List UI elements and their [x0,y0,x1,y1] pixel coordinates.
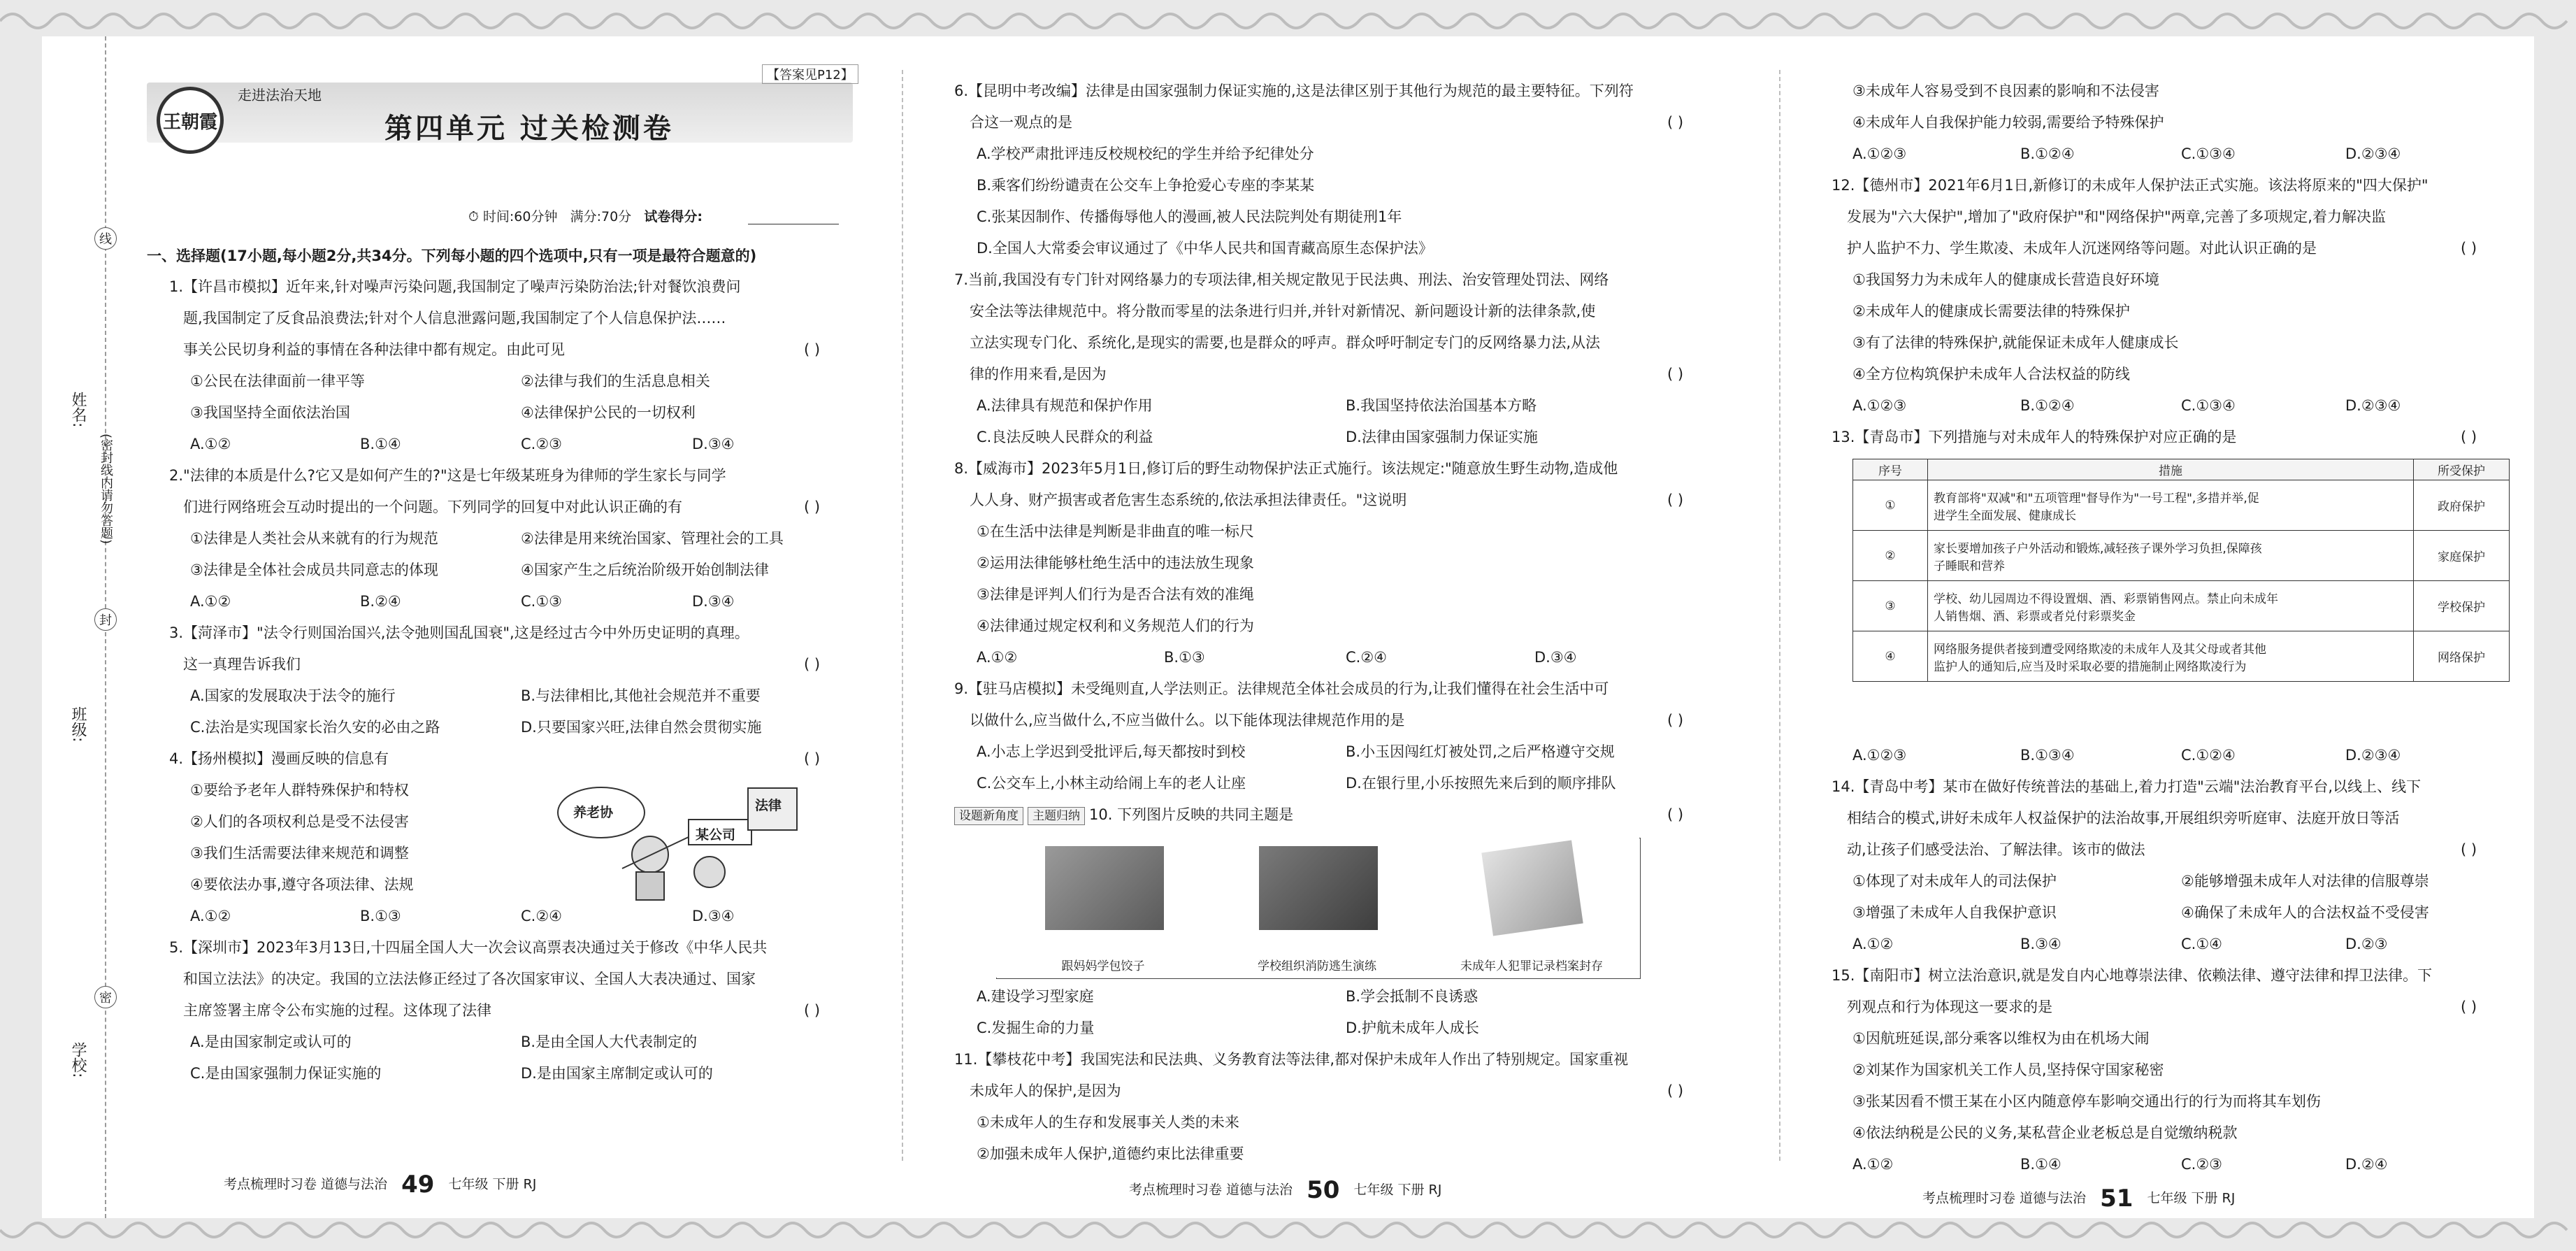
q13-line: 13.【青岛市】下列措施与对未成年人的特殊保护对应正确的是 [1832,429,2237,445]
school-label: 学校: [69,1042,87,1078]
q12-choice-a[interactable]: A.①②③ [1852,397,1907,414]
q14-option: ③增强了未成年人自我保护意识 [1852,904,2057,921]
footer-text: 考点梳理时习卷 道德与法治 [1922,1190,2087,1206]
table-cell-line: 人销售烟、酒、彩票或者兑付彩票奖金 [1934,609,2136,624]
q8-line: 8.【威海市】2023年5月1日,修订后的野生动物保护法正式施行。该法规定:"随意放生野生动物,造成他 [954,460,1618,477]
q7-line: 律的作用来看,是因为 [970,366,1107,383]
page-number: 50 [1307,1176,1340,1204]
q1-option: ③我国坚持全面依法治国 [190,404,350,421]
q2-option: ②法律是用来统治国家、管理社会的工具 [521,530,784,547]
page-51 [1832,36,2534,1213]
column-divider [1779,70,1780,1161]
q9-option-c[interactable]: C.公交车上,小林主动给闹上车的老人让座 [977,775,1246,792]
q7-option-c[interactable]: C.良法反映人民群众的利益 [977,429,1153,445]
q5-option-d[interactable]: D.是由国家主席制定或认可的 [521,1065,713,1082]
q10-option-c[interactable]: C.发掘生命的力量 [977,1020,1095,1036]
clock-icon: ⏱ [468,209,479,224]
q3-option-b[interactable]: B.与法律相比,其他社会规范并不重要 [521,687,761,704]
q7-option-d[interactable]: D.法律由国家强制力保证实施 [1346,429,1538,445]
q2-line: 们进行网络班会互动时提出的一个问题。下列同学的回复中对此认识正确的有 [183,499,682,515]
q1-option: ④法律保护公民的一切权利 [521,404,696,421]
q8-choice-b[interactable]: B.①③ [1164,649,1205,666]
q14-option: ④确保了未成年人的合法权益不受侵害 [2181,904,2429,921]
q14-line: 14.【青岛中考】某市在做好传统普法的基础上,着力打造"云端"法治教育平台,以线上、线下 [1832,778,2422,795]
cartoon-label: 养老协 [573,805,614,820]
q9-option-b[interactable]: B.小玉因闯红灯被处罚,之后严格遵守交规 [1346,743,1615,760]
q8-option: ②运用法律能够杜绝生活中的违法放生现象 [977,555,1254,571]
q8-choice-d[interactable]: D.③④ [1534,649,1577,666]
q11-line: 11.【攀枝花中考】我国宪法和民法典、义务教育法等法律,都对保护未成年人作出了特别规定。国家重视 [954,1051,1629,1068]
q11-option: ②加强未成年人保护,道德约束比法律重要 [977,1145,1244,1162]
q10-photo-dumplings [996,838,1211,978]
q4-option: ③我们生活需要法律来规范和调整 [190,845,409,862]
q15-choice-d[interactable]: D.②④ [2345,1156,2388,1173]
q2-line: 2."法律的本质是什么?它又是如何产生的?"这是七年级某班身为律师的学生家长与同学 [169,467,726,484]
class-label: 班级: [69,706,87,743]
q6-option-a[interactable]: A.学校严肃批评违反校规校纪的学生并给予纪律处分 [977,145,1314,162]
q1-line: 事关公民切身利益的事情在各种法律中都有规定。由此可见 [183,341,565,358]
q7-line: 立法实现专门化、系统化,是现实的需要,也是群众的呼声。群众呼吁制定专门的反网络暴力法,从法 [970,334,1601,351]
table-cell: 政府保护 [2414,480,2510,531]
q13-table [1852,459,2510,682]
table-header-row [1853,459,2510,480]
table-cell: ④ [1853,631,1928,682]
table-row [1853,631,2510,682]
scalloped-top-border [0,0,2576,36]
q6-line: 合这一观点的是 [970,114,1072,131]
q14-choice-c[interactable]: C.①④ [2181,936,2222,952]
footer-grade: 七年级 下册 RJ [1353,1182,1442,1198]
q4-cartoon [538,771,818,903]
answer-reference: 【答案见P12】 [762,64,858,84]
table-cell: 家庭保护 [2414,531,2510,581]
q10-line [954,806,1293,825]
q4-choice-a[interactable]: A.①② [190,908,231,924]
section-label: 走进法治天地 [238,87,322,103]
q14-choice-d[interactable]: D.②③ [2345,936,2388,952]
q14-line: 动,让孩子们感受法治、了解法律。该市的做法 [1847,841,2145,858]
page-number: 49 [401,1171,435,1199]
table-cell: ③ [1853,581,1928,631]
q10-tag: 设题新角度 [954,807,1023,825]
table-row [1853,581,2510,631]
table-cell-line: 进学生全面发展、健康成长 [1934,508,2076,523]
brand-logo: 王朝霞 [157,87,224,154]
answer-paren[interactable]: ( ) [804,750,821,767]
answer-paren[interactable]: ( ) [2461,999,2477,1015]
table-cell [1928,531,2414,581]
q15-option: ②刘某作为国家机关工作人员,坚持保守国家秘密 [1852,1061,2164,1078]
q8-choice-a[interactable]: A.①② [977,649,1018,666]
q12-line: 12.【德州市】2021年6月1日,新修订的未成年人保护法正式实施。该法将原来的"四大保护" [1832,177,2429,194]
table-cell-line: 网络服务提供者接到遭受网络欺凌的未成年人及其父母或者其他 [1934,642,2266,657]
binding-mark-feng: 封 [94,608,117,631]
q7-option-a[interactable]: A.法律具有规范和保护作用 [977,397,1153,414]
answer-paren[interactable]: ( ) [2461,429,2477,445]
seal-note: (密封线内请勿答题) [99,434,113,545]
q4-line: 4.【扬州模拟】漫画反映的信息有 [169,750,389,767]
q10-caption: 学校组织消防逃生演练 [1258,959,1376,973]
page-50 [954,36,1744,1204]
q14-option: ①体现了对未成年人的司法保护 [1852,873,2057,889]
q7-option-b[interactable]: B.我国坚持依法治国基本方略 [1346,397,1537,414]
q5-option-b[interactable]: B.是由全国人大代表制定的 [521,1034,698,1050]
q9-line: 以做什么,应当做什么,不应当做什么。以下能体现法律规范作用的是 [970,712,1405,729]
q13-choice-c[interactable]: C.①②④ [2181,747,2236,764]
cartoon-label: 法律 [755,798,782,813]
q12-line: 护人监护不力、学生欺凌、未成年人沉迷网络等问题。对此认识正确的是 [1847,240,2317,257]
q1-line: 题,我国制定了反食品浪费法;针对个人信息泄露问题,我国制定了个人信息保护法…… [183,310,726,327]
answer-paren[interactable]: ( ) [804,656,821,673]
q2-option: ①法律是人类社会从来就有的行为规范 [190,530,438,547]
q2-option: ④国家产生之后统治阶级开始创制法律 [521,562,769,578]
q12-choice-b[interactable]: B.①②④ [2020,397,2075,414]
q3-line: 3.【菏泽市】"法令行则国治国兴,法令弛则国乱国衰",这是经过古今中外历史证明的真理。 [169,624,749,641]
q1-choice-c[interactable]: C.②③ [521,436,562,452]
q15-line: 15.【南阳市】树立法治意识,就是发自内心地尊崇法律、依赖法律、遵守法律和捍卫法律。下 [1832,967,2433,984]
page-footer [224,1171,536,1199]
table-cell: 学校保护 [2414,581,2510,631]
q14-choice-b[interactable]: B.③④ [2020,936,2061,952]
table-header: 所受保护 [2414,459,2510,480]
q12-choice-d[interactable]: D.②③④ [2345,397,2401,414]
table-row [1853,480,2510,531]
answer-paren[interactable]: ( ) [804,499,821,515]
exam-meta [468,208,703,225]
q2-choice-d[interactable]: D.③④ [692,593,735,610]
q5-line: 和国立法法》的决定。我国的立法法修正经过了各次国家审议、全国人大表决通过、国家 [183,971,756,987]
q7-line: 7.当前,我国没有专门针对网络暴力的专项法律,相关规定散见于民法典、刑法、治安管理处罚法、网络 [954,271,1609,288]
q9-option-a[interactable]: A.小志上学迟到受批评后,每天都按时到校 [977,743,1246,760]
q10-option-b[interactable]: B.学会抵制不良诱惑 [1346,988,1478,1005]
binding-mark-xian: 线 [94,227,117,250]
exam-score-label: 试卷得分: [644,209,703,224]
q5-line: 5.【深圳市】2023年3月13日,十四届全国人大一次会议高票表决通过关于修改《中华人民共 [169,939,768,956]
q11-line: 未成年人的保护,是因为 [970,1082,1121,1099]
q2-choice-b[interactable]: B.②④ [360,593,401,610]
table-row [1853,531,2510,581]
scalloped-bottom-border [0,1215,2576,1251]
q3-line: 这一真理告诉我们 [183,656,301,673]
q5-line: 主席签署主席令公布实施的过程。这体现了法律 [183,1002,491,1019]
table-cell [1928,631,2414,682]
answer-paren[interactable]: ( ) [1667,712,1684,729]
table-cell-line: 子睡眠和营养 [1934,559,2005,573]
q3-option-a[interactable]: A.国家的发展取决于法令的施行 [190,687,396,704]
q10-option-a[interactable]: A.建设学习型家庭 [977,988,1094,1005]
q8-choice-c[interactable]: C.②④ [1346,649,1387,666]
q11-choice-a[interactable]: A.①②③ [1852,145,1907,162]
q14-option: ②能够增强未成年人对法律的信服尊崇 [2181,873,2429,889]
q9-line: 9.【驻马店模拟】未受绳则直,人学法则正。法律规范全体社会成员的行为,让我们懂得在社会生活中可 [954,680,1609,697]
q2-choice-a[interactable]: A.①② [190,593,231,610]
q4-choice-b[interactable]: B.①③ [360,908,401,924]
q15-choice-c[interactable]: C.②③ [2181,1156,2222,1173]
footer-text: 考点梳理时习卷 道德与法治 [1129,1182,1293,1198]
q15-choice-b[interactable]: B.①④ [2020,1156,2061,1173]
q8-option: ①在生活中法律是判断是非曲直的唯一标尺 [977,523,1254,540]
q12-option: ①我国努力为未成年人的健康成长营造良好环境 [1852,271,2159,288]
name-label: 姓名: [69,392,87,428]
page-number: 51 [2100,1185,2134,1213]
q6-option-b[interactable]: B.乘客们纷纷谴责在公交车上争抢爱心专座的李某某 [977,177,1315,194]
q10-stem: 10. 下列图片反映的共同主题是 [1089,806,1294,823]
q6-option-c[interactable]: C.张某因制作、传播侮辱他人的漫画,被人民法院判处有期徒刑1年 [977,208,1402,225]
table-cell [1928,480,2414,531]
q1-choice-a[interactable]: A.①② [190,436,231,452]
page-footer [1129,1176,1441,1204]
q12-option: ③有了法律的特殊保护,就能保证未成年人健康成长 [1852,334,2179,351]
q15-choice-a[interactable]: A.①② [1852,1156,1894,1173]
q11-choice-b[interactable]: B.①②④ [2020,145,2075,162]
q15-option: ①因航班延误,部分乘客以维权为由在机场大闹 [1852,1030,2150,1047]
q12-option: ②未成年人的健康成长需要法律的特殊保护 [1852,303,2130,320]
q1-choice-d[interactable]: D.③④ [692,436,735,452]
binding-mark-mi: 密 [94,986,117,1008]
table-cell: ② [1853,531,1928,581]
footer-grade: 七年级 下册 RJ [2147,1190,2236,1206]
column-divider [902,70,903,1161]
exam-time: 时间:60分钟 [482,209,558,224]
q4-choice-d[interactable]: D.③④ [692,908,735,924]
q6-line: 6.【昆明中考改编】法律是由国家强制力保证实施的,这是法律区别于其他行为规范的最主要特征。下列符 [954,83,1634,99]
q12-option: ④全方位构筑保护未成年人合法权益的防线 [1852,366,2130,383]
q11-choice-c[interactable]: C.①③④ [2181,145,2236,162]
page-49 [147,36,874,1199]
answer-paren[interactable]: ( ) [804,1002,821,1019]
cartoon-label: 某公司 [696,827,736,843]
q13-choice-b[interactable]: B.①③④ [2020,747,2075,764]
q8-line: 人人身、财产损害或者危害生态系统的,依法承担法律责任。"这说明 [970,492,1407,508]
q1-option: ②法律与我们的生活息息相关 [521,373,710,389]
q15-option: ④依法纳税是公民的义务,某私营企业老板总是自觉缴纳税款 [1852,1124,2238,1141]
q4-option: ②人们的各项权利总是受不法侵害 [190,813,409,830]
answer-paren[interactable]: ( ) [1667,1082,1684,1099]
q12-line: 发展为"六大保护",增加了"政府保护"和"网络保护"两章,完善了多项规定,着力解决监 [1847,208,2386,225]
table-cell-line: 监护人的通知后,应当及时采取必要的措施制止网络欺凌行为 [1934,659,2247,674]
exam-full-score: 满分:70分 [570,209,632,224]
table-cell: 网络保护 [2414,631,2510,682]
q8-option: ④法律通过规定权利和义务规范人们的行为 [977,617,1254,634]
q1-choice-b[interactable]: B.①④ [360,436,401,452]
table-header: 序号 [1853,459,1928,480]
q11-option: ③未成年人容易受到不良因素的影响和不法侵害 [1852,83,2159,99]
q5-option-c[interactable]: C.是由国家强制力保证实施的 [190,1065,382,1082]
footer-grade: 七年级 下册 RJ [448,1176,537,1192]
q14-line: 相结合的模式,讲好未成年人权益保护的法治故事,开展组织旁听庭审、法庭开放日等活 [1847,810,2400,827]
page-title: 第四单元 过关检测卷 [384,113,674,145]
q12-choice-c[interactable]: C.①③④ [2181,397,2236,414]
q10-caption: 跟妈妈学包饺子 [1061,959,1145,973]
q10-option-d[interactable]: D.护航未成年人成长 [1346,1020,1479,1036]
table-header: 措施 [1928,459,2414,480]
q4-choice-c[interactable]: C.②④ [521,908,562,924]
page-footer [1922,1185,2235,1213]
q6-option-d[interactable]: D.全国人大常委会审议通过了《中华人民共和国青藏高原生态保护法》 [977,240,1433,257]
table-cell [1928,581,2414,631]
q2-option: ③法律是全体社会成员共同意志的体现 [190,562,438,578]
q8-option: ③法律是评判人们行为是否合法有效的准绳 [977,586,1254,603]
answer-paren[interactable]: ( ) [1667,114,1684,131]
q2-choice-c[interactable]: C.①③ [521,593,562,610]
table-cell-line: 学校、幼儿园周边不得设置烟、酒、彩票销售网点。禁止向未成年 [1934,592,2278,606]
q10-photo-sealed-records [1424,838,1639,978]
answer-paren[interactable]: ( ) [2461,240,2477,257]
section-1-heading: 一、选择题(17小题,每小题2分,共34分。下列每小题的四个选项中,只有一项是最符合题意的) [147,248,757,264]
table-cell-line: 教育部将"双减"和"五项管理"督导作为"一号工程",多措并举,促 [1934,491,2259,506]
q11-option: ①未成年人的生存和发展事关人类的未来 [977,1114,1239,1131]
q13-choice-d[interactable]: D.②③④ [2345,747,2401,764]
q3-option-c[interactable]: C.法治是实现国家长治久安的必由之路 [190,719,440,736]
table-cell: ① [1853,480,1928,531]
answer-paren[interactable]: ( ) [2461,841,2477,858]
q1-line: 1.【许昌市模拟】近年来,针对噪声污染问题,我国制定了噪声污染防治法;针对餐饮浪费问 [169,278,741,295]
q10-photo-fire-drill [1210,838,1425,978]
q1-option: ①公民在法律面前一律平等 [190,373,365,389]
q14-choice-a[interactable]: A.①② [1852,936,1894,952]
q5-option-a[interactable]: A.是由国家制定或认可的 [190,1034,352,1050]
q4-option: ①要给予老年人群特殊保护和特权 [190,782,409,799]
q3-option-d[interactable]: D.只要国家兴旺,法律自然会贯彻实施 [521,719,762,736]
table-cell-line: 家长要增加孩子户外活动和锻炼,减轻孩子课外学习负担,保障孩 [1934,541,2262,556]
answer-paren[interactable]: ( ) [804,341,821,358]
q4-option: ④要依法办事,遵守各项法律、法规 [190,876,414,893]
answer-paren[interactable]: ( ) [1667,806,1684,823]
q10-caption: 未成年人犯罪记录档案封存 [1460,959,1603,973]
q7-line: 安全法等法律规范中。将分散而零星的法条进行归并,并针对新情况、新问题设计新的法律条款,使 [970,303,1596,320]
footer-text: 考点梳理时习卷 道德与法治 [224,1176,388,1192]
q15-line: 列观点和行为体现这一要求的是 [1847,999,2052,1015]
q13-choice-a[interactable]: A.①②③ [1852,747,1907,764]
q15-option: ③张某因看不惯王某在小区内随意停车影响交通出行的行为而将其车划伤 [1852,1093,2321,1110]
q10-tag: 主题归纳 [1028,807,1085,825]
q11-option: ④未成年人自我保护能力较弱,需要给予特殊保护 [1852,114,2164,131]
answer-paren[interactable]: ( ) [1667,492,1684,508]
q9-option-d[interactable]: D.在银行里,小乐按照先来后到的顺序排队 [1346,775,1616,792]
q11-choice-d[interactable]: D.②③④ [2345,145,2401,162]
answer-paren[interactable]: ( ) [1667,366,1684,383]
